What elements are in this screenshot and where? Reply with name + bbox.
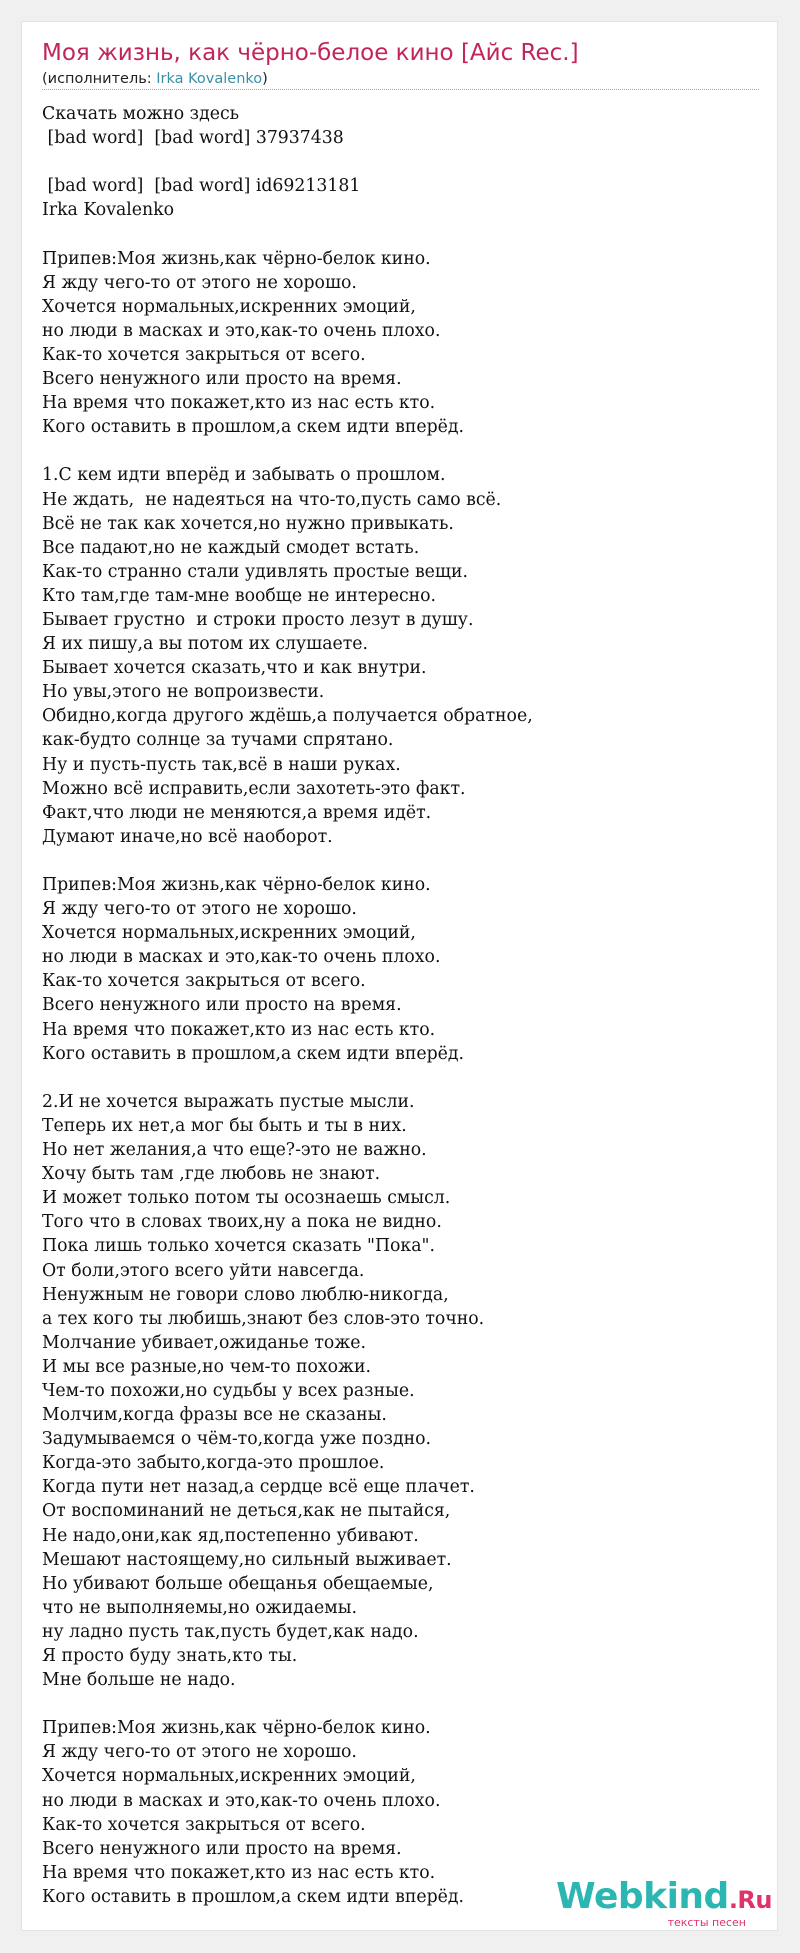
logo-wordmark — [556, 1876, 772, 1918]
site-logo[interactable] — [556, 1876, 772, 1929]
logo-tagline: тексты песен — [667, 1916, 746, 1929]
logo-tld: .Ru — [728, 1886, 772, 1914]
artist-link[interactable]: Irka Kovalenko — [156, 71, 263, 87]
artist-line — [42, 71, 268, 87]
artist-prefix: (исполнитель: — [42, 71, 157, 87]
logo-brand: Webkind — [556, 1876, 729, 1917]
song-title: Моя жизнь, как чёрно-белое кино [Айс Rec.] — [42, 40, 579, 66]
artist-suffix: ) — [262, 71, 268, 87]
title-divider — [42, 89, 759, 90]
lyrics-text: Скачать можно здесь [bad word] [bad word] 37937438 [bad word] [bad word] id69213181 Irka Kovalenko Припев:Моя жизнь,как чёрно-белок кино. Я жду чего-то от этого не хорошо. Хочется нормальных,искренних эмоций, но люди в масках и это,как-то очень плохо. Как-то хочется закрыться от всего. Всего ненужного или просто на время. На время что покажет,кто из нас есть кто. Кого оставить в прошлом,а скем идти вперёд. 1.С кем идти вперёд и забывать о прошлом. Не ждать, не надеяться на что-то,пусть само всё. Всё не так как хочется,но нужно привыкать. Все падают,но не каждый смодет встать. Как-то странно стали удивлять простые вещи. Кто там,где там-мне вообще не интересно. Бывает грустно и строки просто лезут в душу. Я их пишу,а вы потом их слушаете. Бывает хочется сказать,что и как внутри. Но увы,этого не вопроизвести. Обидно,когда другого ждёшь,а получается обратное, как-будто солнце за тучами спрятано. Ну и пусть-пусть так,всё в наши руках. Можно всё исправить,если захотеть-это факт. Факт,что люди не меняются,а время идёт. Думают иначе,но всё наоборот. Припев:Моя жизнь,как чёрно-белок кино. Я жду чего-то от этого не хорошо. Хочется нормальных,искренних эмоций, но люди в масках и это,как-то очень плохо. Как-то хочется закрыться от всего. Всего ненужного или просто на время. На время что покажет,кто из нас есть кто. Кого оставить в прошлом,а скем идти вперёд. 2.И не хочется выражать пустые мысли. Теперь их нет,а мог бы быть и ты в них. Но нет желания,а что еще?-это не важно. Хочу быть там ,где любовь не знают. И может только потом ты осознаешь смысл. Того что в словах твоих,ну а пока не видно. Пока лишь только хочется сказать "Пока". От боли,этого всего уйти навсегда. Ненужным не говори слово люблю-никогда, а тех кого ты любишь,знают без слов-это точно. Молчание убивает,ожиданье тоже. И мы все разные,но чем-то похожи. Чем-то похожи,но судьбы у всех разные. Молчим,когда фразы все не сказаны. Задумываемся о чём-то,когда уже поздно. Когда-это забыто,когда-это прошлое. Когда пути нет назад,а сердце всё еще плачет. От воспоминаний не деться,как не пытайся, Не надо,они,как яд,постепенно убивают. Мешают настоящему,но сильный выживает. Но убивают больше обещанья обещаемые, что не выполняемы,но ожидаемы. ну ладно пусть так,пусть будет,как надо. Я просто буду знать,кто ты. Мне больше не надо. Припев:Моя жизнь,как чёрно-белок кино. Я жду чего-то от этого не хорошо. Хочется нормальных,искренних эмоций, но люди в масках и это,как-то очень плохо. Как-то хочется закрыться от всего. Всего ненужного или просто на время. На время что покажет,кто из нас есть кто. Кого оставить в прошлом,а скем идти вперёд. — [42, 104, 533, 1907]
